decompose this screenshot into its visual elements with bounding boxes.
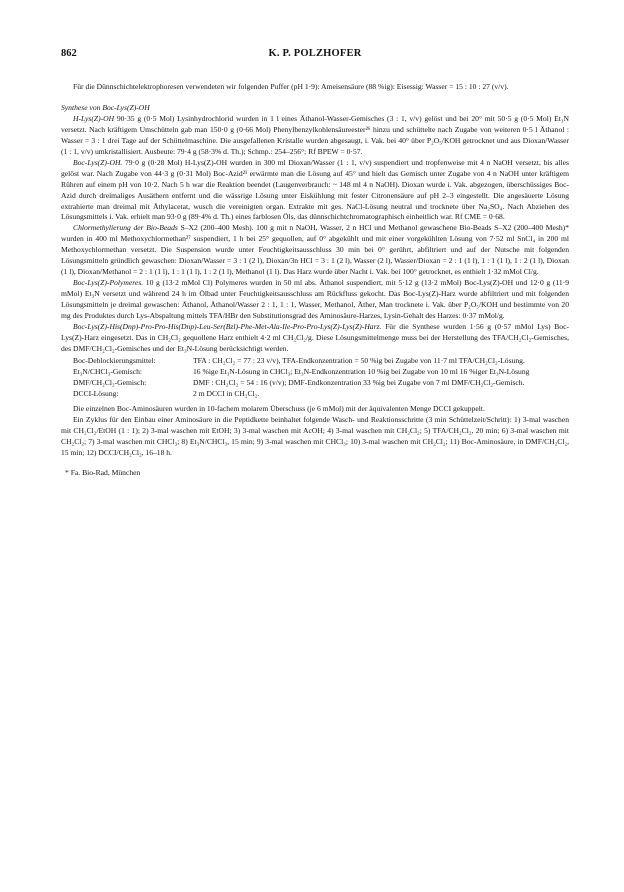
reagent-label: Boc-Deblockierungsmittel: bbox=[73, 355, 156, 365]
paragraph-boc-lys bbox=[61, 158, 569, 224]
paragraph-text: Für die Synthese wurden 1·56 g (0·57 mMol Lys) Boc-Lys(Z)-Harz eingesetzt. Das in CH₂Cl₂ gequollene Harz enthielt 4·2 ml CH₂Cl₂/g. Diese Lösungsmittelmenge muss bei der Herstellung des TFA/CH₂Cl₂-Gemisches, des DMF/CH₂Cl₂-Gemisches und der Et₃N-Lösung berücksichtigt werden. bbox=[61, 322, 569, 353]
paragraph-coupling: Die einzelnen Boc-Aminosäuren wurden in 10-fachem molarem Überschuss (je 6 mMol) mit der äquivalenten Menge DCCI gekuppelt. bbox=[73, 403, 485, 413]
section-title: Synthese von Boc-Lys(Z)-OH bbox=[61, 102, 150, 112]
page bbox=[61, 48, 569, 479]
page-number: 862 bbox=[61, 48, 77, 59]
reagent-row bbox=[73, 356, 569, 367]
paragraph-lead: Chlormethylierung der Bio-Beads bbox=[73, 223, 178, 233]
paragraph-peptide-synthesis bbox=[61, 322, 569, 355]
intro-paragraph: Für die Dünnschichtelektrophoresen verwendeten wir folgenden Puffer (pH 1·9): Ameisensäure (88 %ig): Eisessig: Wasser = 15 : 10 : 27 (v/v). bbox=[73, 82, 509, 91]
footnote: * Fa. Bio-Rad, München bbox=[65, 468, 141, 478]
reagent-value: DMF : CH₂Cl₂ = 54 : 16 (v/v); DMF-Endkonzentration 33 %ig bei Zugabe von 7 ml DMF/CH₂Cl₂-Gemisch. bbox=[193, 377, 525, 387]
reagent-label: DCCI-Lösung: bbox=[73, 388, 119, 398]
page-header bbox=[61, 48, 569, 62]
reagent-label: DMF/CH₂Cl₂-Gemisch: bbox=[73, 377, 147, 387]
running-head-author: K. P. POLZHOFER bbox=[268, 48, 362, 59]
paragraph-polymeres bbox=[61, 278, 569, 322]
paragraph-lead: Boc-Lys(Z)-Polymeres. bbox=[73, 278, 144, 288]
paragraph-text: 79·0 g (0·28 Mol) H-Lys(Z)-OH wurden in 300 ml Dioxan/Wasser (1 : 1, v/v) suspendiert und tropfenweise mit 4 n NaOH versetzt, bis alles gelöst war. Nach Zugabe von 44·3 g (0·31 Mol) Boc-Azid²¹ erwärmte man die Lösung auf 45° und hielt das Gemisch unter Zugabe von 4 n NaOH unter kräftigem Rühren auf einem pH von 10·2. Nach 5 h war die Reaktion beendet (Laugenverbrauch: ~ 148 ml 4 n NaOH). Dioxan wurde i. Vak. abgezogen, überschüssiges Boc-Azid durch dreimaliges Ausäthern entfernt und die wässrige Lösung unter Eiskühlung mit fester Citronensäure auf pH 2–3 eingestellt. Die angesäuerte Lösung extrahierte man dreimal mit Äthylacetat, wusch die vereinigten organ. Extrakte mit ges. NaCl-Lösung neutral und trocknete über Na₂SO₄. Nach Abziehen des Lösungsmittels i. Vak. erhielt man 93·0 g (89·4% d. Th.) eines farblosen Öls, das dünnschichtchromatographisch einheitlich war. Rf CME = 0·68. bbox=[61, 157, 569, 222]
reagent-value: 2 m DCCI in CH₂Cl₂. bbox=[193, 388, 260, 398]
paragraph-chlormethylierung bbox=[61, 223, 569, 278]
reagent-table bbox=[73, 356, 569, 400]
paragraph-lead: H-Lys(Z)-OH bbox=[73, 113, 115, 123]
reagent-value: TFA : CH₂Cl₂ = 77 : 23 v/v), TFA-Endkonzentration = 50 %ig bei Zugabe von 11·7 ml TFA/CH₂Cl₂-Lösung. bbox=[193, 355, 525, 365]
article-body bbox=[61, 82, 569, 479]
reagent-value: 16 %ige Et₃N-Lösung in CHCl₃; Et₃N-Endkonzentration 10 %ig bei Zugabe von 10 ml 16 %iger Et₃N-Lösung bbox=[193, 366, 530, 376]
paragraph-text: S–X2 (200–400 Mesh). 100 g mit n NaOH, Wasser, 2 n HCl und Methanol gewaschene Bio-Beads S–X2 (200–400 Mesh)* wurden in 400 ml Methoxychlormethan²⁷ suspendiert, 1 h bei 25° gequollen, auf 0° abgekühlt und mit einer vorgekühlten Lösung von 7·52 ml SnCl₄ in 200 ml Methoxychlormethan versetzt. Die Suspension wurde unter Feuchtigkeitsausschluss 30 min bei 0° gerührt, abfiltriert und auf der Nutsche mit folgenden Lösungsmitteln gründlich gewaschen: Dioxan/Wasser = 3 : 1 (2 l), Dioxan/3n HCl = 3 : 1 (2 l), Wasser (2 l), Wasser/Dioxan = 2 : 1 (1 l), 1 : 1 (1 l), 1 : 2 (1 l), Dioxan (1 l), Dioxan/Methanol = 2 : 1 (1 l), 1 : 1 (1 l), 1 : 2 (1 l), Methanol (1 l). Das Harz wurde über Nacht i. Vak. bei 100° getrocknet, es enthielt 1·32 mMol Cl/g. bbox=[61, 223, 569, 277]
reagent-label: Et₃N/CHCl₃-Gemisch: bbox=[73, 366, 142, 376]
reagent-row bbox=[73, 389, 569, 400]
paragraph-text: 90·35 g (0·5 Mol) Lysinhydrochlorid wurden in 1 l eines Äthanol-Wasser-Gemisches (3 : 1, v/v) gelöst und bei 20° mit 50·5 g (0·5 Mol) Et₃N versetzt. Nach kräftigem Umschütteln gab man 150·0 g (0·66 Mol) Phenylbenzylkohlensäureester²⁶ hinzu und schüttelte nach Zugabe von weiteren 0·5 l Äthanol : Wasser = 3 : 1 drei Tage auf der Schüttelmaschine. Die ausgefallenen Kristalle wurden abgesaugt, i. Vak. bei 40° über P₂O₅/KOH getrocknet und aus Dioxan/Wasser (1 : 1, v/v) umkristallisiert. Ausbeute: 79·4 g (58·3% d. Th.); Schmp.: 254–256°; Rf BPEW = 0·57. bbox=[61, 113, 569, 156]
paragraph-lead: Boc-Lys(Z)-His(Dnp)-Pro-Pro-His(Dnp)-Leu-Ser(Bzl)-Phe-Met-Ala-Ile-Pro-Pro-Lys(Z)-Lys(Z)-Harz. bbox=[73, 322, 382, 332]
paragraph-h-lys bbox=[61, 114, 569, 158]
paragraph-text: 10 g (13·2 mMol Cl) Polymeres wurden in 50 ml abs. Äthanol suspendiert, mit 5·12 g (13·2 mMol) Boc-Lys(Z)-OH und 12·0 g (11·9 mMol) Et₃N versetzt und während 24 h im Ölbad unter Feuchtigkeitsausschluss am Rückfluss gekocht. Das Boc-Lys(Z)-Harz wurde abfiltriert und mit folgenden Lösungsmitteln je dreimal gewaschen: Äthanol, Äthanol/Wasser 2 : 1, 1 : 1, Wasser, Methanol, Äther, Man trocknete i. Vak. über P₂O₅/KOH und bestimmte von 20 mg des Produktes durch Lys-Abspaltung mittels TFA/HBr den Substitutionsgrad des Aminosäure-Harzes, Lysin-Gehalt des Harzes: 0·37 mMol/g. bbox=[61, 278, 569, 321]
paragraph-cycle: Ein Zyklus für den Einbau einer Aminosäure in die Peptidkette beinhaltet folgende Wasch- und Reaktionsschritte (3 min Schüttelzeit/Schritt): 1) 3-mal waschen mit CH₂Cl₂/EtOH (1 : 1); 2) 3-mal waschen mit EtOH; 3) 3-mal waschen mit AcOH; 4) 3-mal waschen mit CH₂Cl₂; 5) TFA/CH₂Cl₂, 20 min; 6) 3-mal waschen mit CH₂Cl₂; 7) 3-mal waschen mit CHCl₃; 8) Et₃N/CHCl₃, 15 min; 9) 3-mal waschen mit CHCl₃; 10) 3-mal waschen mit CH₂Cl₂; 11) Boc-Aminosäure, in DMF/CH₂Cl₂, 15 min; 12) DCCI/CH₂Cl₂, 16–18 h. bbox=[61, 414, 569, 457]
paragraph-lead: Boc-Lys(Z)-OH. bbox=[73, 157, 123, 167]
reagent-row bbox=[73, 378, 569, 389]
reagent-row bbox=[73, 367, 569, 378]
